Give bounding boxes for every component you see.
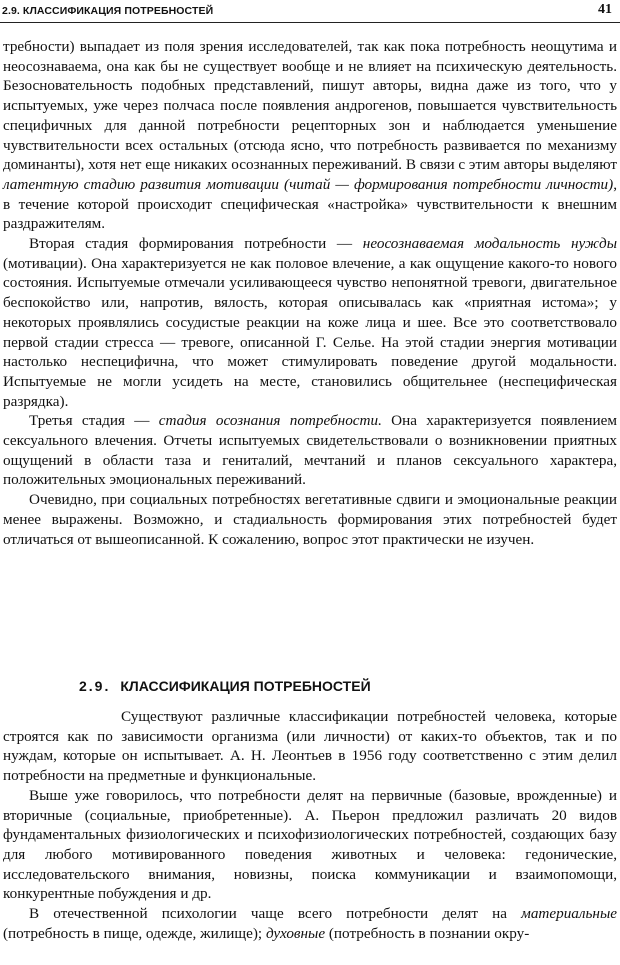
running-header xyxy=(2,2,614,22)
header-rule xyxy=(0,22,620,23)
body-text xyxy=(3,37,617,549)
paragraph-classifications: Существуют различные классификации потребностей человека, которые строятся как по зависимости организма (или личности) от каких-то объектов, так и по нуждам, которые он испытывает. А. Н. Леонтьев в 1956 году соответственно с этим делил потребности на предметные и функциональные. xyxy=(3,708,617,785)
emphasis-material: материальные xyxy=(521,905,617,923)
emphasis-awareness-stage: стадия осознания потребности. xyxy=(158,412,382,430)
paragraph-social-needs: Очевидно, при социальных потребностях вегетативные сдвиги и эмоциональные реакции менее выражены. Возможно, и стадиальность формирования этих потребностей будет отличаться от вышеописанной. К сожалению, вопрос этот практически не изучен. xyxy=(3,491,617,548)
emphasis-latent-stage: латентную стадию развития мотивации (читай — формирования потребности личности) xyxy=(3,175,614,193)
page-number: 41 xyxy=(598,2,612,17)
section-number: 2.9. xyxy=(79,678,111,694)
section-body-text xyxy=(3,707,617,943)
emphasis-unconscious-modality: неосознаваемая модальность нужды xyxy=(362,235,617,253)
running-title: 2.9. КЛАССИФИКАЦИЯ ПОТРЕБНОСТЕЙ xyxy=(2,5,214,17)
paragraph-second-stage: Вторая стадия формирования потребности — неосознаваемая модальность нужды (мотивации). Она характеризуется не как половое влечение, а как ощущение какого-то нового состояния. Испытуемые отмечали усиливающееся чувство непонятной тревоги, двигательное беспокойство или, напротив, вялость, которая описывалась как «приятная истома»; у некоторых проявлялись сосудистые реакции на коже лица и шее. Все это соответствовало первой стадии стресса — тревоге, описанной Г. Селье. На этой стадии энергия мотивации настолько неспецифична, что может стимулировать поведение другой модальности. Испытуемые не могли усидеть на месте, становились общительнее (неспецифическая разрядка). xyxy=(3,235,617,410)
section-title: КЛАССИФИКАЦИЯ ПОТРЕБНОСТЕЙ xyxy=(120,678,371,694)
paragraph-domestic-psychology: В отечественной психологии чаще всего потребности делят на материальные (потребность в пище, одежде, жилище); духовные (потребность в познании окру- xyxy=(3,905,617,942)
section-heading xyxy=(79,678,371,694)
paragraph-continued: требности) выпадает из поля зрения исследователей, так как пока потребность неощутима и неосознаваема, она как бы не существует вообще и не влияет на психическую деятельность. Безосновательность подобных представлений, пишут авторы, видна даже из того, что у испытуемых, уже через полчаса после появления андрогенов, повышается чувствительность специфичных для данной потребности рецепторных зон и наблюдается уменьшение чувствительности всех остальных (отсюда ясно, что потребность развивается по механизму доминанты), хотя нет еще никаких осознанных переживаний. В связи с этим авторы выделяют латентную стадию развития мотивации (читай — формирования потребности личности), в течение которой происходит специфическая «настройка» чувствительности к внешним раздражителям. xyxy=(3,38,617,233)
paragraph-third-stage: Третья стадия — стадия осознания потребности. Она характеризуется появлением сексуального влечения. Отчеты испытуемых свидетельствовали о возникновении приятных ощущений в области таза и гениталий, мечтаний и планов сексуального характера, положительных эмоциональных переживаний. xyxy=(3,412,618,489)
paragraph-primary-secondary: Выше уже говорилось, что потребности делят на первичные (базовые, врожденные) и вторичные (социальные, приобретенные). А. Пьерон предложил различать 20 видов фундаментальных физиологических и психофизиологических потребностей, создающих базу для любого мотивированного поведения животных и человека: гедонические, исследовательского внимания, новизны, поиска коммуникации и взаимопомощи, конкурентные побуждения и др. xyxy=(3,786,617,903)
emphasis-spiritual: духовные xyxy=(265,924,326,942)
